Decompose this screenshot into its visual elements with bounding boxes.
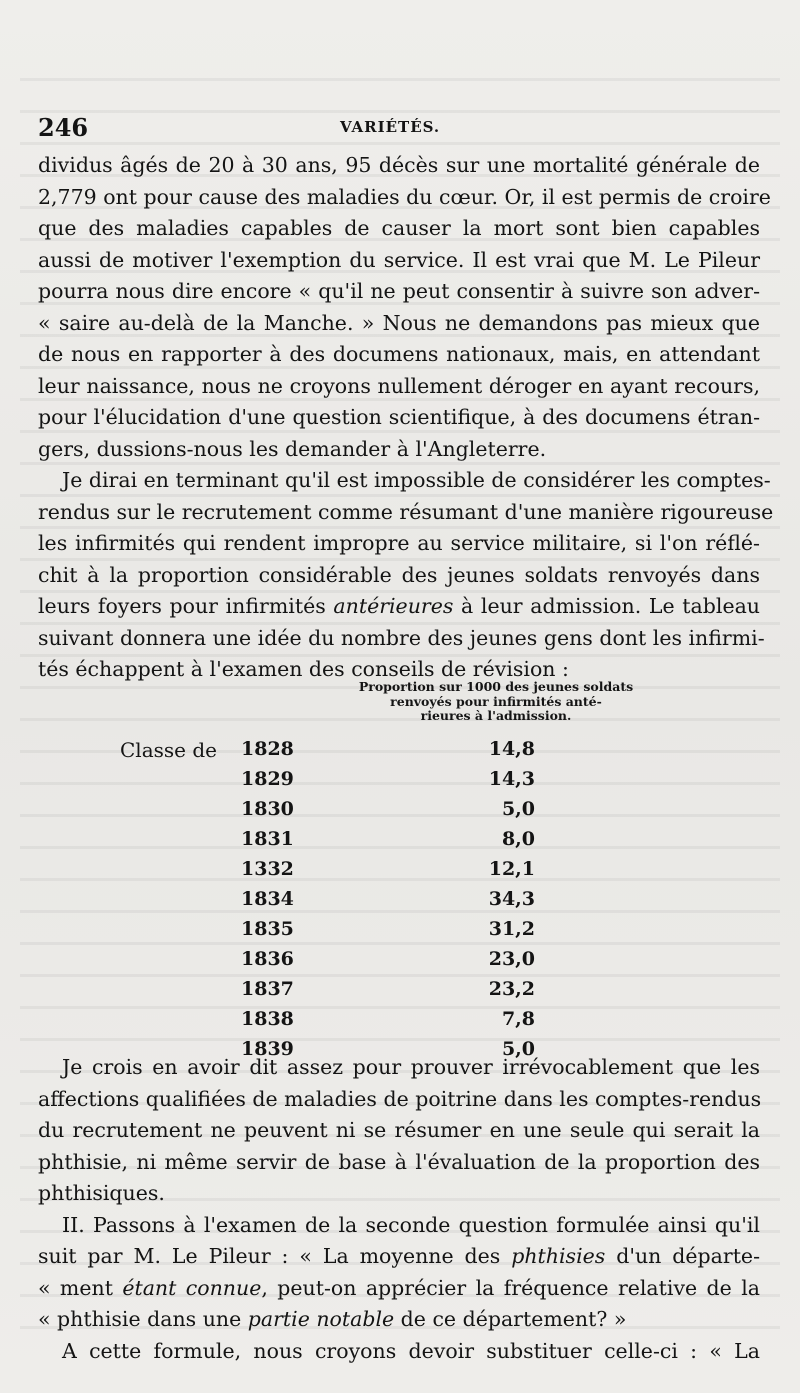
column-header-line: renvoyés pour infirmités anté- bbox=[390, 693, 602, 709]
text-line bbox=[38, 1304, 760, 1336]
text-line bbox=[38, 1241, 760, 1273]
table-value: 23,0 bbox=[488, 948, 535, 970]
table-value: 14,8 bbox=[488, 738, 535, 760]
column-header-line: Proportion sur 1000 des jeunes soldats bbox=[358, 679, 634, 694]
table-value: 8,0 bbox=[501, 828, 535, 850]
text-line: du recrutement ne peuvent ni se résumer en une seule qui serait la bbox=[38, 1118, 760, 1142]
table-year: 1838 bbox=[241, 1008, 294, 1030]
table-value: 31,2 bbox=[488, 918, 535, 940]
text-line: gers, dussions-nous les demander à l'Angleterre. bbox=[38, 436, 547, 461]
table-year: 1830 bbox=[241, 798, 294, 820]
table-year: 1829 bbox=[241, 768, 294, 790]
text-line: pourra nous dire encore « qu'il ne peut consentir à suivre son adver- bbox=[38, 279, 760, 303]
table-year: 1839 bbox=[241, 1038, 294, 1060]
page-number: 246 bbox=[38, 113, 89, 142]
table-value: 34,3 bbox=[488, 888, 535, 910]
body-paragraphs bbox=[38, 150, 774, 686]
table-year: 1828 bbox=[241, 738, 294, 760]
table-value: 12,1 bbox=[488, 858, 535, 880]
table-year: 1831 bbox=[241, 828, 294, 850]
table-year: 1332 bbox=[241, 858, 294, 880]
text-line: « saire au-delà de la Manche. » Nous ne demandons pas mieux que bbox=[38, 310, 760, 335]
text-line: dividus âgés de 20 à 30 ans, 95 décès sur une mortalité générale de bbox=[38, 153, 760, 177]
text-line: que des maladies capables de causer la mort sont bien capables bbox=[38, 216, 760, 240]
text-line: leurs foyers pour infirmités antérieures à leur admission. Le tableau bbox=[38, 594, 760, 618]
text-line bbox=[38, 1273, 760, 1305]
table-year: 1835 bbox=[241, 918, 294, 940]
text-line: tés échappent à l'examen des conseils de révision : bbox=[38, 657, 569, 681]
text-line: les infirmités qui rendent impropre au service militaire, si l'on réflé- bbox=[38, 531, 760, 555]
text-line: rendus sur le recrutement comme résumant d'une manière rigoureuse bbox=[38, 499, 774, 524]
table-value: 5,0 bbox=[501, 798, 535, 820]
table-year: 1837 bbox=[241, 978, 294, 1000]
text-run: de ce département? » bbox=[394, 1307, 627, 1331]
text-run: , peut-on apprécier la fréquence relative de la bbox=[261, 1275, 760, 1300]
text-line: 2,779 ont pour cause des maladies du cœur. Or, il est permis de croire bbox=[38, 184, 771, 209]
text-line: pour l'élucidation d'une question scientifique, à des documens étran- bbox=[38, 405, 760, 429]
text-line: suivant donnera une idée du nombre des jeunes gens dont les infirmi- bbox=[38, 625, 765, 650]
text-run: « ment bbox=[38, 1275, 123, 1300]
text-line: phthisiques. bbox=[38, 1181, 165, 1205]
running-title: VARIÉTÉS. bbox=[340, 118, 441, 136]
table-value: 5,0 bbox=[501, 1038, 535, 1060]
table-row-label: Classe de bbox=[120, 738, 217, 762]
text-line: A cette formule, nous croyons devoir substituer celle-ci : « La bbox=[62, 1338, 760, 1363]
table-column-header bbox=[356, 680, 636, 724]
text-line: chit à la proportion considérable des jeunes soldats renvoyés dans bbox=[38, 562, 760, 587]
table-year: 1834 bbox=[241, 888, 294, 910]
column-header-line: rieures à l'admission. bbox=[420, 708, 572, 723]
text-run: suit par M. Le Pileur : « La moyenne des bbox=[38, 1244, 512, 1268]
text-line: aussi de motiver l'exemption du service. Il est vrai que M. Le Pileur bbox=[38, 247, 760, 272]
emphasis-text: antérieures bbox=[333, 594, 454, 618]
table-value: 7,8 bbox=[501, 1008, 535, 1030]
text-line: affections qualifiées de maladies de poitrine dans les comptes-rendus bbox=[38, 1086, 762, 1111]
proportion-table bbox=[38, 676, 760, 1060]
text-line: leur naissance, nous ne croyons nullement déroger en ayant recours, bbox=[38, 373, 760, 398]
text-line: II. Passons à l'examen de la seconde question formulée ainsi qu'il bbox=[62, 1212, 760, 1237]
emphasis-text: phthisies bbox=[511, 1244, 606, 1268]
table-value: 23,2 bbox=[488, 978, 535, 1000]
text-run: d'un départe- bbox=[605, 1244, 760, 1268]
page-header bbox=[38, 113, 760, 147]
body-paragraphs-lower bbox=[38, 1052, 760, 1367]
text-line: phthisie, ni même servir de base à l'évaluation de la proportion des bbox=[38, 1149, 760, 1174]
text-line: Je crois en avoir dit assez pour prouver irrévocablement que les bbox=[62, 1055, 760, 1079]
table-year: 1836 bbox=[241, 948, 294, 970]
text-line: de nous en rapporter à des documens nationaux, mais, en attendant bbox=[38, 342, 760, 366]
emphasis-text: partie notable bbox=[247, 1307, 395, 1331]
text-run: « phthisie dans une bbox=[38, 1307, 248, 1331]
text-line: Je dirai en terminant qu'il est impossible de considérer les comptes- bbox=[62, 468, 771, 492]
emphasis-text: étant connue bbox=[122, 1275, 262, 1300]
table-value: 14,3 bbox=[488, 768, 535, 790]
